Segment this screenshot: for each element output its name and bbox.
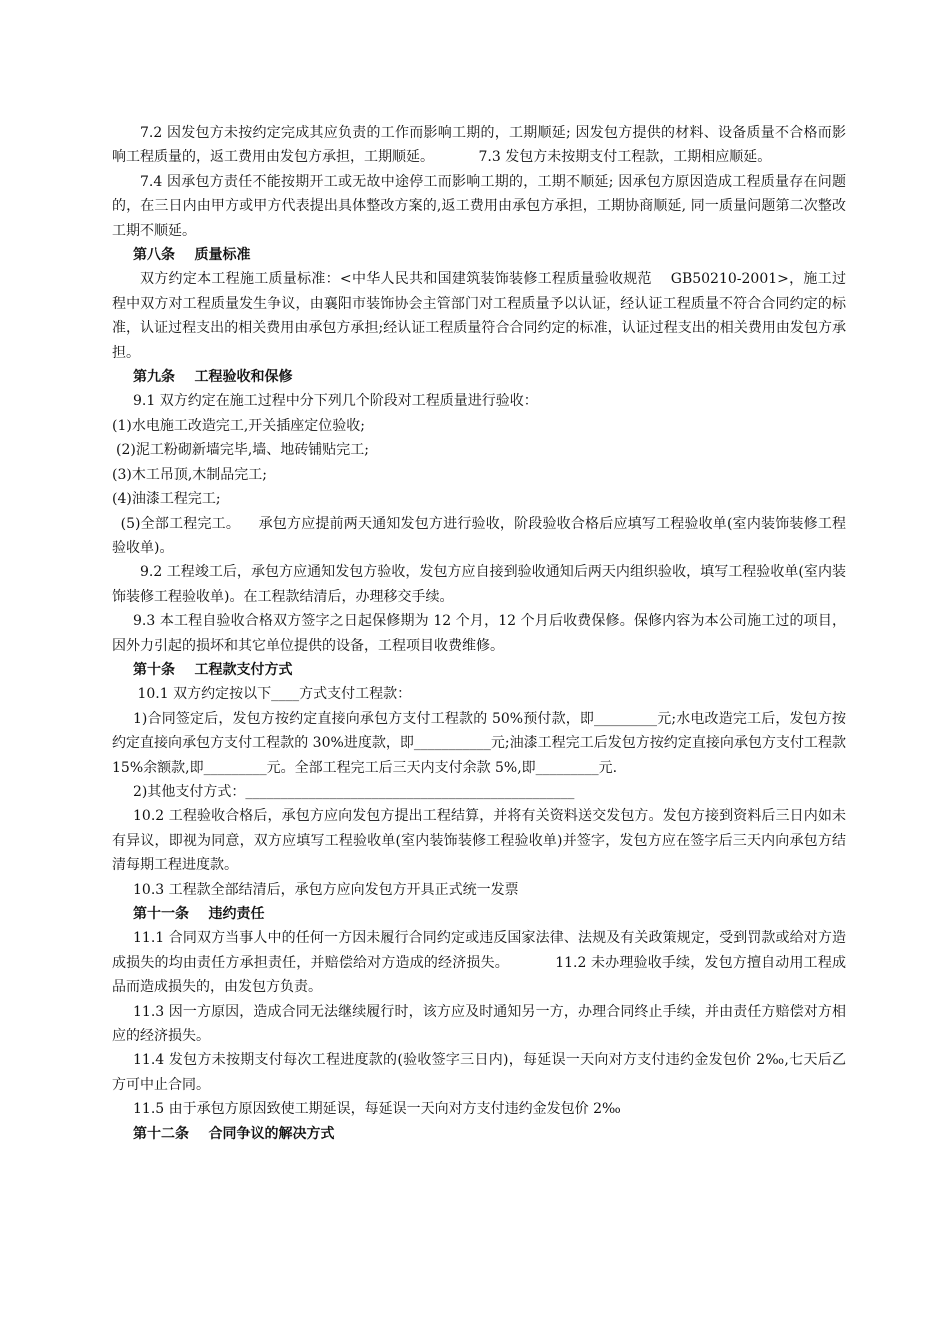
contract-paragraph: 7.4 因承包方责任不能按期开工或无故中途停工而影响工期的，工期不顺延; 因承包方原因造成工程质量存在问题的，在三日内由甲方或甲方代表提出具体整改方案的,返工费用由承包方承担，工期协商顺延, 同一质量问题第二次整改工期不顺延。	[112, 173, 846, 239]
contract-paragraph: 11.4 发包方未按期支付每次工程进度款的(验收签字三日内)，每延误一天向对方支付违约金发包价 2‰,七天后乙方可中止合同。	[112, 1052, 846, 1093]
contract-paragraph: 9.1 双方约定在施工过程中分下列几个阶段对工程质量进行验收：	[133, 393, 538, 410]
contract-paragraph: 11.1 合同双方当事人中的任何一方因未履行合同约定或违反国家法律、法规及有关政策规定，受到罚款或给对方造成损失的均由责任方承担责任，并赔偿给对方造成的经济损失。 11.2 未办理验收手续，发包方擅自动用工程成品而造成损失的，由发包方负责。	[112, 930, 846, 996]
section-heading: 第十二条 合同争议的解决方式	[133, 1125, 335, 1142]
contract-paragraph: 1)合同签定后，发包方按约定直接向承包方支付工程款的 50%预付款，即_________元;水电改造完工后，发包方按约定直接向承包方支付工程款的 30%进度款，即___________元;油漆工程完工后发包方按约定直接向承包方支付工程款 15%余额款,即_________元。全部工程完工后三天内支付余款 5%,即_________元.	[112, 710, 851, 776]
contract-paragraph: 2)其他支付方式：_______________________________________________	[133, 783, 575, 800]
section-heading: 第九条 工程验收和保修	[133, 369, 293, 386]
contract-paragraph: 11.3 因一方原因，造成合同无法继续履行时，该方应及时通知另一方，办理合同终止手续，并由责任方赔偿对方相应的经济损失。	[112, 1003, 846, 1045]
contract-paragraph: 10.1 双方约定按以下____方式支付工程款：	[133, 686, 412, 703]
contract-paragraph: 10.3 工程款全部结清后，承包方应向发包方开具正式统一发票	[133, 881, 519, 898]
contract-paragraph: (1)水电施工改造完工,开关插座定位验收;	[112, 417, 365, 434]
contract-paragraph: 9.2 工程竣工后，承包方应通知发包方验收，发包方应自接到验收通知后两天内组织验收，填写工程验收单(室内装饰装修工程验收单)。在工程款结清后，办理移交手续。	[112, 564, 846, 605]
contract-paragraph: (2)泥工粉砌新墙完毕,墙、地砖铺贴完工;	[116, 442, 369, 459]
section-heading: 第十条 工程款支付方式	[133, 661, 293, 678]
contract-paragraph: 9.3 本工程自验收合格双方签字之日起保修期为 12 个月，12 个月后收费保修。保修内容为本公司施工过的项目，因外力引起的损坏和其它单位提供的设备，工程项目收费维修。	[112, 613, 846, 654]
section-heading: 第八条 质量标准	[133, 247, 251, 264]
contract-paragraph: 10.2 工程验收合格后，承包方应向发包方提出工程结算，并将有关资料送交发包方。发包方接到资料后三日内如未有异议，即视为同意，双方应填写工程验收单(室内装饰装修工程验收单)并签字，发包方应在签字后三天内向承包方结清每期工程进度款。	[112, 808, 846, 874]
section-heading: 第十一条 违约责任	[133, 906, 265, 922]
contract-paragraph: (5)全部工程完工。 承包方应提前两天通知发包方进行验收，阶段验收合格后应填写工程验收单(室内装饰装修工程验收单)。	[112, 515, 847, 556]
contract-paragraph: 7.2 因发包方未按约定完成其应负责的工作而影响工期的，工期顺延; 因发包方提供的材料、设备质量不合格而影响工程质量的，返工费用由发包方承担，工期顺延。 7.3 发包方未按期支付工程款，工期相应顺延。	[112, 125, 846, 166]
contract-page	[112, 121, 851, 1146]
contract-paragraph: (3)木工吊顶,木制品完工;	[112, 466, 267, 483]
contract-paragraph: 双方约定本工程施工质量标准：<中华人民共和国建筑装饰装修工程质量验收规范 GB50210-2001>，施工过程中双方对工程质量发生争议，由襄阳市装饰协会主管部门对工程质量予以认证，经认证工程质量不符合合同约定的标准，认证过程支出的相关费用由承包方承担;经认证工程质量符合合同约定的标准，认证过程支出的相关费用由发包方承担。	[112, 271, 846, 361]
contract-paragraph: 11.5 由于承包方原因致使工期延误，每延误一天向对方支付违约金发包价 2‰	[133, 1101, 621, 1118]
contract-paragraph: (4)油漆工程完工;	[112, 491, 221, 508]
